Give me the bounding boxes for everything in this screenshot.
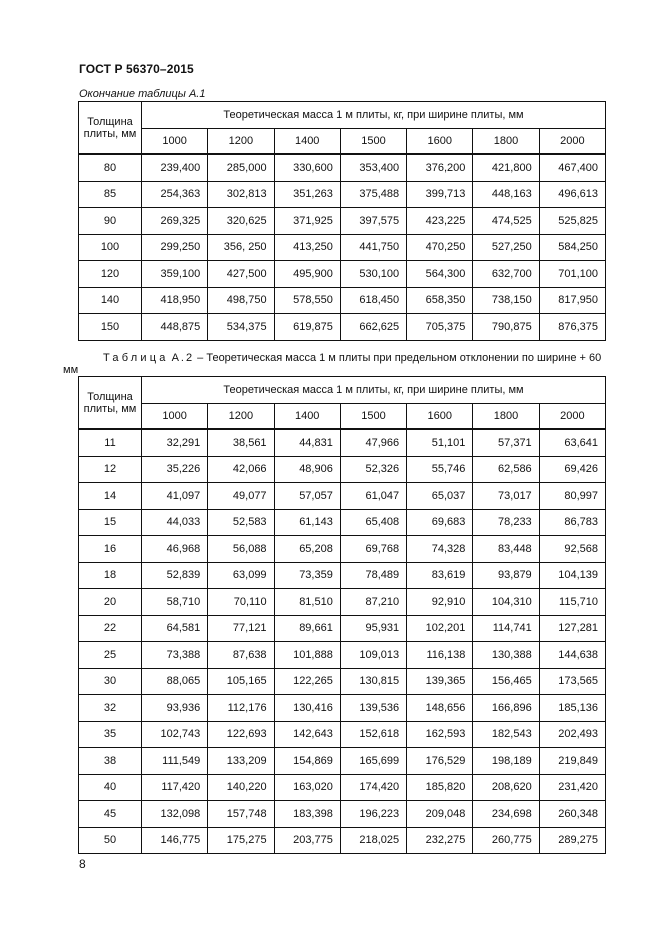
thickness-cell: 30 [79,668,142,695]
thickness-cell: 80 [79,154,142,181]
mass-cell: 57,371 [473,429,539,456]
mass-cell: 93,936 [142,695,208,722]
mass-cell: 65,408 [340,509,406,536]
mass-cell: 42,066 [208,456,274,483]
mass-cell: 156,465 [473,668,539,695]
width-header: 1200 [208,404,274,430]
mass-cell: 173,565 [539,668,605,695]
table-row [79,589,606,616]
mass-cell: 62,586 [473,456,539,483]
table-row [79,154,606,181]
mass-cell: 163,020 [274,774,340,801]
mass-cell: 102,201 [407,615,473,642]
mass-cell: 101,888 [274,642,340,669]
mass-cell: 441,750 [340,234,406,261]
width-header: 1000 [142,129,208,155]
mass-cell: 496,613 [539,181,605,208]
width-header: 1400 [274,404,340,430]
thickness-cell: 18 [79,562,142,589]
mass-cell: 89,661 [274,615,340,642]
mass-cell: 397,575 [340,208,406,235]
mass-column-header: Теоретическая масса 1 м плиты, кг, при ширине плиты, мм [142,377,606,404]
mass-cell: 302,813 [208,181,274,208]
mass-cell: 116,138 [407,642,473,669]
mass-cell: 111,549 [142,748,208,775]
table-a2-title-text: – Теоретическая масса 1 м плиты при предельном отклонении по ширине + 60 мм [63,352,602,376]
mass-cell: 87,638 [208,642,274,669]
mass-cell: 61,047 [340,483,406,510]
table-row [79,615,606,642]
mass-cell: 130,815 [340,668,406,695]
mass-column-header: Теоретическая масса 1 м плиты, кг, при ширине плиты, мм [142,102,606,129]
table-row [79,748,606,775]
mass-cell: 35,226 [142,456,208,483]
thickness-cell: 14 [79,483,142,510]
width-header: 1500 [340,404,406,430]
width-header: 1500 [340,129,406,155]
mass-cell: 232,275 [407,827,473,854]
thickness-cell: 35 [79,721,142,748]
mass-cell: 38,561 [208,429,274,456]
mass-cell: 130,416 [274,695,340,722]
width-header: 1800 [473,129,539,155]
mass-cell: 80,997 [539,483,605,510]
mass-cell: 375,488 [340,181,406,208]
mass-cell: 289,275 [539,827,605,854]
thickness-cell: 22 [79,615,142,642]
mass-cell: 117,420 [142,774,208,801]
mass-cell: 353,400 [340,154,406,181]
table-row [79,483,606,510]
mass-cell: 78,233 [473,509,539,536]
thickness-cell: 16 [79,536,142,563]
table-row [79,314,606,341]
thickness-cell: 50 [79,827,142,854]
mass-cell: 74,328 [407,536,473,563]
thickness-cell: 11 [79,429,142,456]
table-row [79,509,606,536]
mass-cell: 701,100 [539,261,605,288]
mass-cell: 423,225 [407,208,473,235]
width-header: 1600 [407,404,473,430]
mass-cell: 154,869 [274,748,340,775]
width-header: 1400 [274,129,340,155]
document-code: ГОСТ Р 56370–2015 [79,62,194,76]
width-header: 1200 [208,129,274,155]
table-row [79,536,606,563]
table-a2 [78,376,606,854]
mass-cell: 51,101 [407,429,473,456]
mass-cell: 185,136 [539,695,605,722]
mass-cell: 578,550 [274,287,340,314]
mass-cell: 185,820 [407,774,473,801]
mass-cell: 525,825 [539,208,605,235]
table-row [79,456,606,483]
table-row [79,234,606,261]
table-row [79,695,606,722]
thickness-cell: 85 [79,181,142,208]
mass-cell: 421,800 [473,154,539,181]
mass-cell: 219,849 [539,748,605,775]
mass-cell: 584,250 [539,234,605,261]
mass-cell: 95,931 [340,615,406,642]
mass-cell: 122,693 [208,721,274,748]
mass-cell: 376,200 [407,154,473,181]
mass-cell: 198,189 [473,748,539,775]
mass-cell: 69,683 [407,509,473,536]
mass-cell: 48,906 [274,456,340,483]
mass-cell: 448,875 [142,314,208,341]
mass-cell: 104,139 [539,562,605,589]
mass-cell: 495,900 [274,261,340,288]
mass-cell: 183,398 [274,801,340,828]
mass-cell: 157,748 [208,801,274,828]
thickness-column-header: Толщина плиты, мм [79,102,142,155]
mass-cell: 64,581 [142,615,208,642]
thickness-cell: 150 [79,314,142,341]
mass-cell: 73,388 [142,642,208,669]
mass-cell: 78,489 [340,562,406,589]
table-a2-title [63,352,611,376]
mass-cell: 47,966 [340,429,406,456]
thickness-cell: 100 [79,234,142,261]
mass-cell: 112,176 [208,695,274,722]
mass-cell: 41,097 [142,483,208,510]
mass-cell: 359,100 [142,261,208,288]
mass-cell: 218,025 [340,827,406,854]
mass-cell: 133,209 [208,748,274,775]
mass-cell: 73,359 [274,562,340,589]
table-row [79,642,606,669]
mass-cell: 738,150 [473,287,539,314]
mass-cell: 115,710 [539,589,605,616]
mass-cell: 57,057 [274,483,340,510]
table-row [79,429,606,456]
mass-cell: 413,250 [274,234,340,261]
table-row [79,721,606,748]
mass-cell: 234,698 [473,801,539,828]
width-header: 1000 [142,404,208,430]
mass-cell: 55,746 [407,456,473,483]
mass-cell: 175,275 [208,827,274,854]
mass-cell: 418,950 [142,287,208,314]
table-row [79,287,606,314]
mass-cell: 52,583 [208,509,274,536]
thickness-cell: 40 [79,774,142,801]
mass-cell: 196,223 [340,801,406,828]
thickness-cell: 120 [79,261,142,288]
width-header-row [79,129,606,155]
mass-cell: 132,098 [142,801,208,828]
mass-cell: 176,529 [407,748,473,775]
mass-cell: 109,013 [340,642,406,669]
mass-cell: 231,420 [539,774,605,801]
thickness-cell: 38 [79,748,142,775]
mass-cell: 448,163 [473,181,539,208]
mass-cell: 87,210 [340,589,406,616]
table-a2-title-number: А.2 [171,352,195,364]
table-row [79,801,606,828]
mass-cell: 69,768 [340,536,406,563]
mass-cell: 474,525 [473,208,539,235]
mass-cell: 564,300 [407,261,473,288]
mass-cell: 61,143 [274,509,340,536]
mass-cell: 148,656 [407,695,473,722]
mass-cell: 152,618 [340,721,406,748]
mass-cell: 527,250 [473,234,539,261]
thickness-cell: 140 [79,287,142,314]
mass-cell: 83,619 [407,562,473,589]
mass-cell: 83,448 [473,536,539,563]
mass-cell: 92,568 [539,536,605,563]
mass-cell: 269,325 [142,208,208,235]
table-a1 [78,101,606,341]
mass-cell: 104,310 [473,589,539,616]
mass-cell: 56,088 [208,536,274,563]
mass-cell: 88,065 [142,668,208,695]
mass-cell: 92,910 [407,589,473,616]
mass-cell: 63,099 [208,562,274,589]
width-header: 1800 [473,404,539,430]
table-row [79,208,606,235]
mass-cell: 203,775 [274,827,340,854]
mass-cell: 114,741 [473,615,539,642]
table-row [79,181,606,208]
mass-cell: 77,121 [208,615,274,642]
mass-cell: 58,710 [142,589,208,616]
mass-cell: 65,037 [407,483,473,510]
thickness-cell: 15 [79,509,142,536]
mass-cell: 86,783 [539,509,605,536]
thickness-cell: 32 [79,695,142,722]
table-row [79,261,606,288]
mass-cell: 254,363 [142,181,208,208]
mass-cell: 142,643 [274,721,340,748]
mass-cell: 146,775 [142,827,208,854]
mass-cell: 166,896 [473,695,539,722]
mass-cell: 73,017 [473,483,539,510]
mass-cell: 32,291 [142,429,208,456]
mass-cell: 52,839 [142,562,208,589]
mass-cell: 182,543 [473,721,539,748]
mass-cell: 127,281 [539,615,605,642]
mass-cell: 299,250 [142,234,208,261]
mass-cell: 139,536 [340,695,406,722]
thickness-cell: 90 [79,208,142,235]
mass-cell: 399,713 [407,181,473,208]
mass-cell: 632,700 [473,261,539,288]
width-header: 1600 [407,129,473,155]
mass-cell: 174,420 [340,774,406,801]
mass-cell: 260,348 [539,801,605,828]
table-row [79,668,606,695]
mass-cell: 63,641 [539,429,605,456]
table-a2-title-word: Таблица [103,352,169,364]
thickness-cell: 45 [79,801,142,828]
mass-cell: 122,265 [274,668,340,695]
mass-cell: 52,326 [340,456,406,483]
mass-cell: 202,493 [539,721,605,748]
page-number: 8 [79,857,86,871]
mass-cell: 658,350 [407,287,473,314]
mass-cell: 534,375 [208,314,274,341]
mass-cell: 705,375 [407,314,473,341]
mass-cell: 285,000 [208,154,274,181]
mass-cell: 81,510 [274,589,340,616]
thickness-cell: 25 [79,642,142,669]
mass-cell: 320,625 [208,208,274,235]
thickness-cell: 20 [79,589,142,616]
mass-cell: 165,699 [340,748,406,775]
mass-cell: 351,263 [274,181,340,208]
mass-cell: 93,879 [473,562,539,589]
mass-cell: 817,950 [539,287,605,314]
table-a1-continuation-title: Окончание таблицы А.1 [79,88,206,100]
mass-cell: 427,500 [208,261,274,288]
table-row [79,774,606,801]
mass-cell: 49,077 [208,483,274,510]
mass-cell: 70,110 [208,589,274,616]
mass-cell: 65,208 [274,536,340,563]
mass-cell: 356, 250 [208,234,274,261]
width-header-row [79,404,606,430]
table-row [79,827,606,854]
mass-cell: 467,400 [539,154,605,181]
mass-cell: 44,831 [274,429,340,456]
mass-cell: 876,375 [539,314,605,341]
mass-cell: 140,220 [208,774,274,801]
mass-cell: 105,165 [208,668,274,695]
mass-cell: 618,450 [340,287,406,314]
mass-cell: 498,750 [208,287,274,314]
mass-cell: 260,775 [473,827,539,854]
mass-cell: 102,743 [142,721,208,748]
thickness-column-header: Толщина плиты, мм [79,377,142,430]
table-row [79,562,606,589]
mass-cell: 619,875 [274,314,340,341]
mass-cell: 208,620 [473,774,539,801]
thickness-cell: 12 [79,456,142,483]
mass-cell: 330,600 [274,154,340,181]
mass-cell: 662,625 [340,314,406,341]
mass-cell: 46,968 [142,536,208,563]
mass-cell: 144,638 [539,642,605,669]
mass-cell: 44,033 [142,509,208,536]
mass-cell: 790,875 [473,314,539,341]
mass-cell: 69,426 [539,456,605,483]
mass-cell: 162,593 [407,721,473,748]
width-header: 2000 [539,129,605,155]
mass-cell: 530,100 [340,261,406,288]
width-header: 2000 [539,404,605,430]
mass-cell: 371,925 [274,208,340,235]
mass-cell: 139,365 [407,668,473,695]
mass-cell: 130,388 [473,642,539,669]
mass-cell: 470,250 [407,234,473,261]
mass-cell: 239,400 [142,154,208,181]
mass-cell: 209,048 [407,801,473,828]
